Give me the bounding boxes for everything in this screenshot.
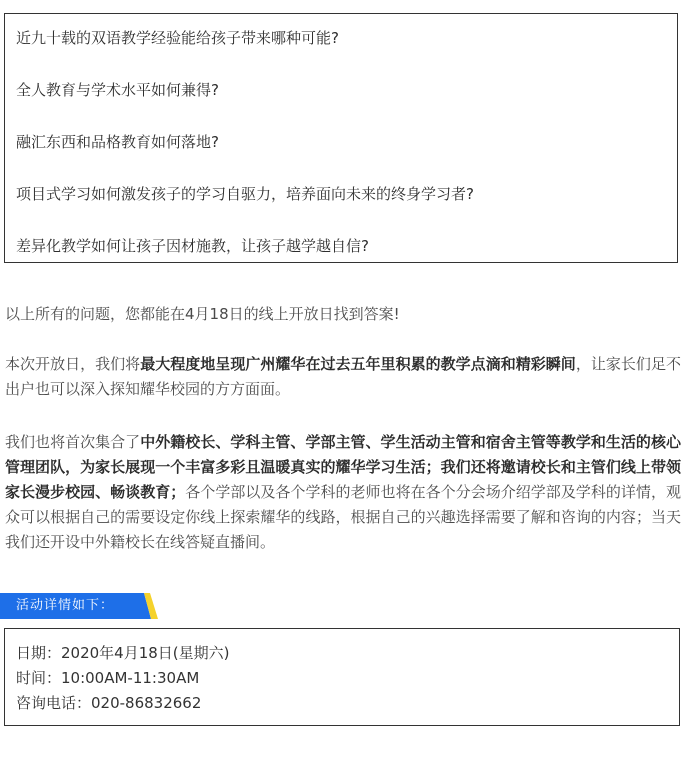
open-day-paragraph <box>5 352 681 402</box>
contact-phone: 咨询电话：020-86832662 <box>16 694 202 712</box>
team-highlight: 中外籍校长、学科主管、学部主管、学生活动主管和宿舍主管等教学和生活的核心管理团队，为家长展现一个丰富多彩且温暖真实的耀华学习生活；我们还将邀请校长和主管们线上带领家长漫步校园、畅谈教育； <box>5 433 681 501</box>
team-text-c: 各个学部以及各个学科的老师也将在各个分会场介绍学部及学科的详情，观众可以根据自己的需要设定你线上探索耀华的线路，根据自己的兴趣选择需要了解和咨询的内容；当天我们还开设中外籍校长在线答疑直播间。 <box>5 483 681 551</box>
details-box <box>4 628 680 726</box>
open-day-highlight: 最大程度地呈现广州耀华在过去五年里积累的教学点滴和精彩瞬间 <box>140 355 576 373</box>
question-3: 融汇东西和品格教育如何落地? <box>16 133 219 151</box>
event-time: 时间：10:00AM-11:30AM <box>16 669 200 687</box>
question-5: 差异化教学如何让孩子因材施教，让孩子越学越自信? <box>16 237 369 255</box>
section-tag <box>0 593 160 619</box>
question-4: 项目式学习如何激发孩子的学习自驱力，培养面向未来的终身学习者? <box>16 185 474 203</box>
team-text-a: 我们也将首次集合了 <box>5 433 141 451</box>
open-day-text-a: 本次开放日，我们将 <box>5 355 141 373</box>
question-2: 全人教育与学术水平如何兼得? <box>16 81 219 99</box>
team-paragraph <box>5 430 681 555</box>
section-tag-label: 活动详情如下： <box>16 598 115 613</box>
question-1: 近九十载的双语教学经验能给孩子带来哪种可能? <box>16 29 339 47</box>
intro-paragraph: 以上所有的问题，您都能在4月18日的线上开放日找到答案! <box>5 305 400 323</box>
open-day-text-c: ，让家长们足不出户也可以深入探知耀华校园的方方面面。 <box>5 355 681 398</box>
questions-box <box>4 13 678 263</box>
event-date: 日期：2020年4月18日(星期六) <box>16 644 230 662</box>
